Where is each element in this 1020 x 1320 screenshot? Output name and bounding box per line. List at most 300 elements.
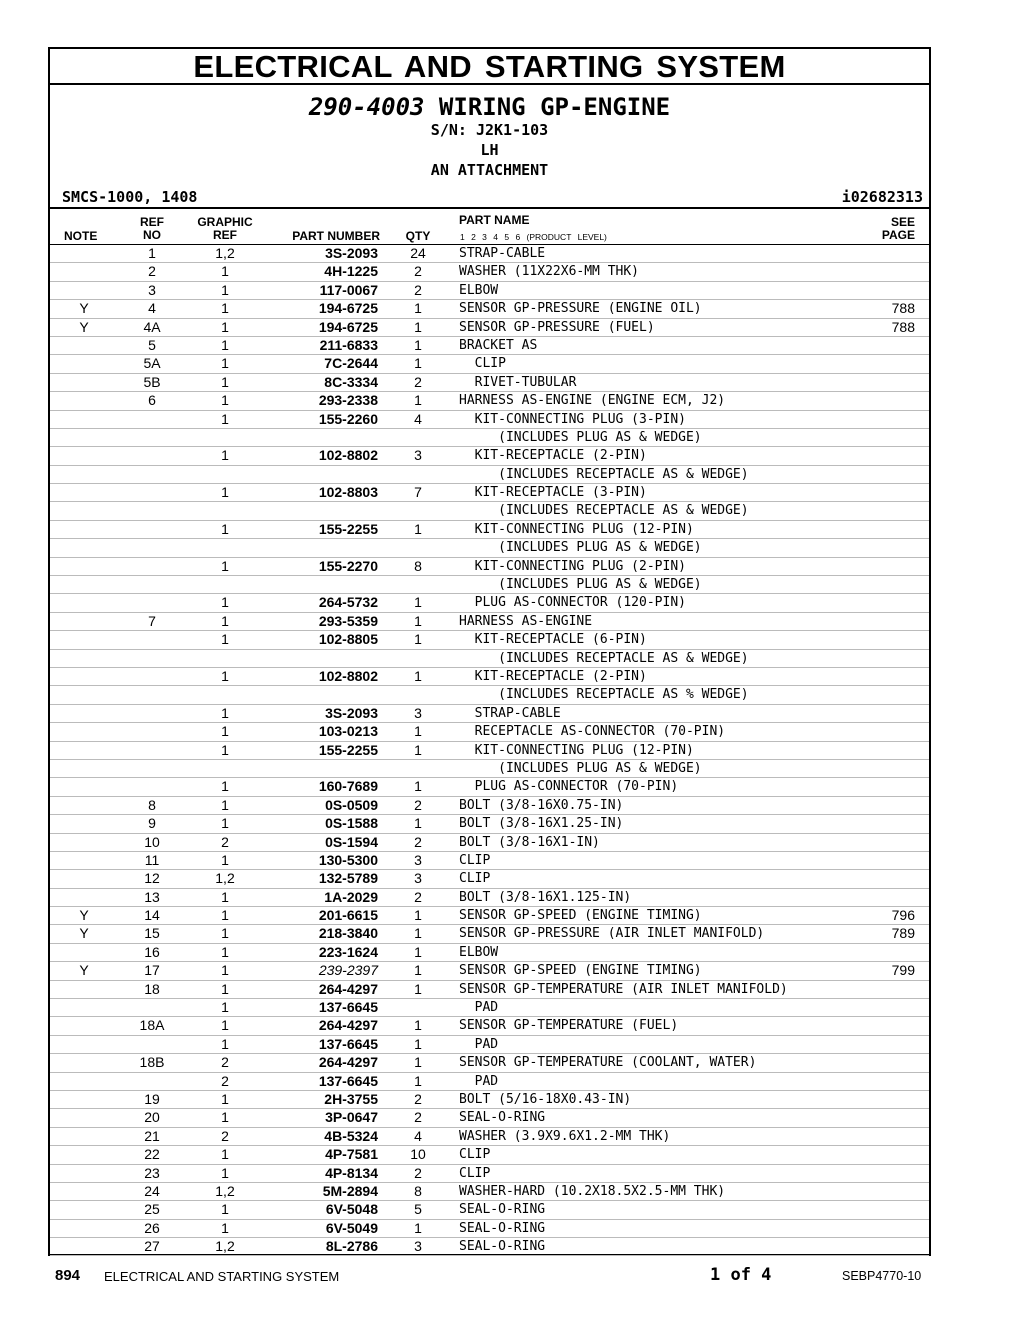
graphic-ref-cell: 1 — [221, 1146, 229, 1163]
part-number-cell: 4H-1225 — [324, 263, 378, 280]
side-label: LH — [480, 141, 499, 159]
part-name-cell: PAD — [459, 1000, 499, 1016]
part-number-cell: 160-7689 — [318, 778, 378, 795]
qty-cell: 2 — [414, 888, 422, 905]
part-name-cell: WASHER-HARD (10.2X18.5X2.5-MM THK) — [459, 1183, 726, 1199]
table-row — [50, 411, 929, 429]
table-row — [50, 907, 929, 925]
part-name-cell: SENSOR GP-SPEED (ENGINE TIMING) — [459, 908, 702, 924]
part-number-cell: 4P-8134 — [325, 1164, 378, 1181]
part-number-cell: 155-2260 — [318, 410, 378, 427]
table-row — [50, 1201, 929, 1219]
qty-cell: 1 — [414, 925, 422, 942]
qty-cell: 1 — [414, 612, 422, 629]
qty-cell: 1 — [414, 1017, 422, 1034]
graphic-ref-cell: 1 — [221, 300, 229, 317]
group-name: WIRING GP-ENGINE — [438, 93, 671, 121]
parts-page-frame — [48, 47, 931, 1256]
col-part-number: PART NUMBER — [292, 229, 380, 243]
ref-cell: 4 — [148, 300, 156, 317]
table-row — [50, 1238, 929, 1256]
qty-cell: 2 — [414, 833, 422, 850]
part-name-cell: STRAP-CABLE — [459, 246, 546, 261]
graphic-ref-cell: 1 — [221, 1219, 229, 1236]
qty-cell: 4 — [414, 1127, 422, 1144]
graphic-ref-cell: 1,2 — [215, 1238, 235, 1255]
part-name-cell: HARNESS AS-ENGINE (ENGINE ECM, J2) — [459, 393, 726, 409]
ref-cell: 2 — [148, 263, 156, 280]
table-row — [50, 631, 929, 649]
see-page-cell: 788 — [891, 318, 915, 335]
col-see-top: SEE — [890, 215, 915, 229]
graphic-ref-cell: 1 — [221, 447, 229, 464]
page-footer — [0, 1265, 1020, 1289]
qty-cell: 1 — [414, 520, 422, 537]
qty-cell: 1 — [414, 980, 422, 997]
table-row — [50, 392, 929, 410]
table-row — [50, 282, 929, 300]
qty-cell: 1 — [414, 778, 422, 795]
ref-cell: 5B — [143, 373, 161, 390]
part-name-cell: BRACKET AS — [459, 337, 538, 353]
table-row — [50, 705, 929, 723]
table-row — [50, 981, 929, 999]
part-name-cell: CLIP — [459, 1147, 491, 1163]
part-number-cell: 4B-5324 — [324, 1127, 378, 1144]
illustration-id: i02682313 — [841, 188, 923, 206]
section-title: ELECTRICAL AND STARTING SYSTEM — [50, 49, 929, 85]
part-number-cell: 5M-2894 — [322, 1182, 378, 1199]
graphic-ref-cell: 1 — [221, 392, 229, 409]
qty-cell: 1 — [414, 392, 422, 409]
part-name-cell: SENSOR GP-SPEED (ENGINE TIMING) — [459, 963, 702, 979]
qty-cell: 2 — [414, 796, 422, 813]
graphic-ref-cell: 1 — [221, 1201, 229, 1218]
part-name-cell: PAD — [459, 1073, 499, 1089]
see-page-cell: 789 — [891, 925, 915, 942]
part-name-cell: KIT-CONNECTING PLUG (12-PIN) — [459, 742, 694, 758]
part-number-cell: 130-5300 — [318, 851, 378, 868]
part-name-cell: KIT-CONNECTING PLUG (12-PIN) — [459, 521, 694, 537]
part-name-cell: (INCLUDES RECEPTACLE AS % WEDGE) — [459, 687, 749, 703]
ref-cell: 4A — [143, 318, 161, 335]
table-row — [50, 245, 929, 263]
part-name-cell: PLUG AS-CONNECTOR (70-PIN) — [459, 779, 679, 795]
part-number-cell: 4P-7581 — [325, 1146, 378, 1163]
col-ref-bottom: NO — [143, 228, 161, 242]
part-number-cell: 218-3840 — [318, 925, 378, 942]
table-row — [50, 594, 929, 612]
qty-cell: 2 — [414, 373, 422, 390]
part-name-cell: (INCLUDES RECEPTACLE AS & WEDGE) — [459, 466, 749, 482]
qty-cell: 1 — [414, 667, 422, 684]
part-number-cell: 223-1624 — [318, 943, 378, 960]
qty-cell: 1 — [414, 1035, 422, 1052]
part-number-cell: 6V-5049 — [325, 1219, 378, 1236]
table-row — [50, 502, 929, 520]
ref-cell: 26 — [144, 1219, 160, 1236]
note-cell: Y — [79, 300, 89, 317]
part-number-cell: 7C-2644 — [324, 355, 378, 372]
part-number-cell: 211-6833 — [319, 336, 378, 353]
see-page-cell: 796 — [891, 907, 915, 924]
part-number-cell: 0S-1594 — [325, 833, 378, 850]
table-row — [50, 650, 929, 668]
table-row — [50, 319, 929, 337]
part-number-cell: 103-0213 — [318, 723, 378, 740]
graphic-ref-cell: 1 — [221, 851, 229, 868]
qty-cell: 8 — [414, 557, 422, 574]
smcs-code: SMCS-1000, 1408 — [62, 188, 198, 206]
part-name-cell: RECEPTACLE AS-CONNECTOR (70-PIN) — [459, 724, 726, 740]
table-row — [50, 1017, 929, 1035]
qty-cell: 3 — [414, 447, 422, 464]
table-row — [50, 1220, 929, 1238]
part-number-cell: 293-2338 — [318, 392, 378, 409]
graphic-ref-cell: 1 — [221, 943, 229, 960]
ref-cell: 10 — [144, 833, 160, 850]
table-row — [50, 1183, 929, 1201]
parts-table — [50, 245, 929, 1256]
ref-cell: 23 — [144, 1164, 160, 1181]
graphic-ref-cell: 1 — [221, 1109, 229, 1126]
part-number-cell: 155-2270 — [318, 557, 378, 574]
part-name-cell: SEAL-O-RING — [459, 1220, 546, 1236]
footer-section: ELECTRICAL AND STARTING SYSTEM — [104, 1269, 340, 1284]
graphic-ref-cell: 1 — [221, 631, 229, 648]
table-row — [50, 1165, 929, 1183]
graphic-ref-cell: 2 — [221, 1127, 229, 1144]
part-number-cell: 102-8805 — [318, 631, 378, 648]
qty-cell: 1 — [414, 318, 422, 335]
qty-cell: 1 — [414, 1072, 422, 1089]
part-name-cell: CLIP — [459, 852, 491, 868]
table-row — [50, 539, 929, 557]
table-row — [50, 797, 929, 815]
graphic-ref-cell: 1 — [221, 612, 229, 629]
graphic-ref-cell: 1,2 — [215, 245, 235, 261]
table-row — [50, 355, 929, 373]
footer-doc-id: SEBP4770-10 — [842, 1269, 922, 1283]
ref-cell: 17 — [144, 962, 160, 979]
graphic-ref-cell: 1 — [221, 1164, 229, 1181]
ref-cell: 1 — [148, 245, 156, 261]
part-name-cell: STRAP-CABLE — [459, 705, 561, 721]
table-row — [50, 337, 929, 355]
part-name-cell: PLUG AS-CONNECTOR (120-PIN) — [459, 595, 686, 611]
part-number-cell: 137-6645 — [318, 999, 378, 1016]
ref-cell: 15 — [144, 925, 160, 942]
ref-cell: 6 — [148, 392, 156, 409]
part-name-cell: KIT-CONNECTING PLUG (3-PIN) — [459, 411, 686, 427]
part-number-cell: 8C-3334 — [324, 373, 378, 390]
graphic-ref-cell: 1 — [221, 1090, 229, 1107]
group-header — [50, 85, 929, 209]
part-number-cell: 264-4297 — [318, 980, 378, 997]
ref-cell: 24 — [144, 1182, 160, 1199]
part-number-cell: 194-6725 — [318, 300, 378, 317]
part-number-cell: 132-5789 — [318, 870, 378, 887]
qty-cell: 3 — [414, 870, 422, 887]
part-name-cell: BOLT (5/16-18X0.43-IN) — [459, 1091, 632, 1107]
footer-page-of: 1 of 4 — [710, 1265, 772, 1285]
part-name-cell: KIT-RECEPTACLE (2-PIN) — [459, 668, 647, 684]
graphic-ref-cell: 1 — [221, 336, 229, 353]
graphic-ref-cell: 1 — [221, 796, 229, 813]
table-row — [50, 374, 929, 392]
part-name-cell: KIT-RECEPTACLE (3-PIN) — [459, 485, 647, 501]
part-name-cell: SENSOR GP-PRESSURE (FUEL) — [459, 319, 655, 335]
ref-cell: 19 — [144, 1090, 160, 1107]
graphic-ref-cell: 1 — [221, 980, 229, 997]
graphic-ref-cell: 1 — [221, 741, 229, 758]
part-name-cell: BOLT (3/8-16X1.125-IN) — [459, 889, 632, 905]
part-number-cell: 102-8802 — [318, 667, 378, 684]
part-name-cell: (INCLUDES PLUG AS & WEDGE) — [459, 760, 702, 776]
ref-cell: 9 — [148, 815, 156, 832]
ref-cell: 11 — [144, 851, 160, 868]
ref-cell: 13 — [144, 888, 160, 905]
ref-cell: 21 — [144, 1127, 160, 1144]
graphic-ref-cell: 1 — [221, 999, 229, 1016]
part-name-cell: KIT-CONNECTING PLUG (2-PIN) — [459, 558, 686, 574]
qty-cell: 2 — [414, 263, 422, 280]
note-cell: Y — [79, 962, 89, 979]
graphic-ref-cell: 1 — [221, 723, 229, 740]
ref-cell: 7 — [148, 612, 156, 629]
graphic-ref-cell: 2 — [221, 833, 229, 850]
part-name-cell: CLIP — [459, 1165, 491, 1181]
table-row — [50, 999, 929, 1017]
qty-cell: 3 — [414, 704, 422, 721]
serial-number: S/N: J2K1-103 — [430, 121, 549, 139]
part-name-cell: (INCLUDES PLUG AS & WEDGE) — [459, 577, 702, 593]
qty-cell: 8 — [414, 1182, 422, 1199]
part-number-cell: 3S-2093 — [325, 245, 378, 261]
part-name-cell: SENSOR GP-TEMPERATURE (AIR INLET MANIFOLD) — [459, 981, 788, 997]
table-row — [50, 558, 929, 576]
col-ref-top: REF — [140, 215, 164, 229]
part-name-cell: WASHER (11X22X6-MM THK) — [459, 264, 640, 280]
table-row — [50, 815, 929, 833]
ref-cell: 8 — [148, 796, 156, 813]
table-row — [50, 870, 929, 888]
ref-cell: 5A — [143, 355, 161, 372]
group-part-number: 290-4003 — [308, 93, 425, 121]
qty-cell: 1 — [414, 594, 422, 611]
ref-cell: 18 — [144, 980, 160, 997]
ref-cell: 18B — [139, 1054, 165, 1071]
part-name-cell: PAD — [459, 1036, 499, 1052]
qty-cell: 1 — [414, 962, 422, 979]
table-row — [50, 1054, 929, 1072]
table-row — [50, 1036, 929, 1054]
graphic-ref-cell: 1,2 — [215, 870, 235, 887]
ref-cell: 25 — [144, 1201, 160, 1218]
see-page-cell: 788 — [891, 300, 915, 317]
part-name-cell: CLIP — [459, 356, 506, 372]
qty-cell: 2 — [414, 1109, 422, 1126]
qty-cell: 3 — [414, 1238, 422, 1255]
qty-cell: 1 — [414, 723, 422, 740]
table-row — [50, 521, 929, 539]
qty-cell: 3 — [414, 851, 422, 868]
part-number-cell: 117-0067 — [319, 281, 378, 298]
group-title — [50, 93, 929, 121]
part-name-cell: (INCLUDES PLUG AS & WEDGE) — [459, 429, 702, 445]
part-number-cell: 264-4297 — [318, 1054, 378, 1071]
table-row — [50, 613, 929, 631]
graphic-ref-cell: 1 — [221, 925, 229, 942]
table-row — [50, 834, 929, 852]
qty-cell: 10 — [410, 1146, 426, 1163]
part-name-cell: KIT-RECEPTACLE (2-PIN) — [459, 448, 647, 464]
ref-cell: 22 — [144, 1146, 160, 1163]
table-row — [50, 962, 929, 980]
part-name-cell: ELBOW — [459, 944, 499, 960]
qty-cell: 2 — [414, 1164, 422, 1181]
graphic-ref-cell: 1 — [221, 281, 229, 298]
part-number-cell: 155-2255 — [318, 741, 378, 758]
table-row — [50, 263, 929, 281]
graphic-ref-cell: 1 — [221, 667, 229, 684]
ref-cell: 20 — [144, 1109, 160, 1126]
ref-cell: 18A — [139, 1017, 165, 1034]
part-number-cell: 293-5359 — [318, 612, 378, 629]
qty-cell: 4 — [414, 410, 422, 427]
graphic-ref-cell: 1 — [221, 355, 229, 372]
part-number-cell: 2H-3755 — [324, 1090, 378, 1107]
qty-cell: 1 — [414, 741, 422, 758]
table-row — [50, 944, 929, 962]
part-name-cell: BOLT (3/8-16X1.25-IN) — [459, 816, 624, 832]
table-row — [50, 1128, 929, 1146]
ref-cell: 14 — [144, 907, 160, 924]
see-page-cell: 799 — [891, 962, 915, 979]
attachment-label: AN ATTACHMENT — [430, 161, 549, 179]
table-row — [50, 1109, 929, 1127]
part-number-cell: 264-4297 — [318, 1017, 378, 1034]
part-name-cell: SENSOR GP-PRESSURE (ENGINE OIL) — [459, 301, 702, 317]
qty-cell: 1 — [414, 355, 422, 372]
part-number-cell: 102-8803 — [318, 484, 378, 501]
graphic-ref-cell: 1 — [221, 557, 229, 574]
qty-cell: 7 — [414, 484, 422, 501]
part-name-cell: SEAL-O-RING — [459, 1110, 546, 1126]
table-row — [50, 668, 929, 686]
table-row — [50, 1146, 929, 1164]
table-row — [50, 925, 929, 943]
qty-cell: 2 — [414, 1090, 422, 1107]
table-row — [50, 778, 929, 796]
part-name-cell: KIT-RECEPTACLE (6-PIN) — [459, 632, 647, 648]
col-note: NOTE — [64, 229, 98, 243]
note-cell: Y — [79, 907, 89, 924]
qty-cell: 2 — [414, 281, 422, 298]
graphic-ref-cell: 1 — [221, 263, 229, 280]
ref-cell: 27 — [144, 1238, 160, 1255]
column-headers — [50, 209, 929, 245]
part-name-cell: (INCLUDES PLUG AS & WEDGE) — [459, 540, 702, 556]
graphic-ref-cell: 1 — [221, 318, 229, 335]
part-number-cell: 194-6725 — [318, 318, 378, 335]
part-number-cell: 102-8802 — [318, 447, 378, 464]
part-name-cell: SENSOR GP-TEMPERATURE (COOLANT, WATER) — [459, 1055, 757, 1071]
ref-cell: 16 — [144, 943, 160, 960]
part-name-cell: SENSOR GP-TEMPERATURE (FUEL) — [459, 1018, 679, 1034]
ref-cell: 12 — [144, 870, 160, 887]
part-number-cell: 3P-0647 — [325, 1109, 378, 1126]
col-part-name: PART NAME — [459, 213, 530, 227]
part-number-cell: 201-6615 — [318, 907, 378, 924]
part-number-cell: 137-6645 — [318, 1072, 378, 1089]
table-row — [50, 686, 929, 704]
graphic-ref-cell: 1 — [221, 962, 229, 979]
part-name-cell: SEAL-O-RING — [459, 1239, 546, 1255]
part-name-cell: BOLT (3/8-16X0.75-IN) — [459, 797, 624, 813]
graphic-ref-cell: 1 — [221, 888, 229, 905]
part-name-cell: BOLT (3/8-16X1-IN) — [459, 834, 600, 850]
table-row — [50, 723, 929, 741]
part-number-cell: 264-5732 — [318, 594, 378, 611]
note-cell: Y — [79, 318, 89, 335]
col-see-bottom: PAGE — [881, 228, 915, 242]
table-row — [50, 466, 929, 484]
col-graphic-bottom: REF — [213, 228, 237, 242]
note-cell: Y — [79, 925, 89, 942]
graphic-ref-cell: 1 — [221, 594, 229, 611]
qty-cell: 24 — [410, 245, 426, 261]
ref-cell: 3 — [148, 281, 156, 298]
table-row — [50, 429, 929, 447]
part-number-cell: 3S-2093 — [325, 704, 378, 721]
part-name-cell: (INCLUDES RECEPTACLE AS & WEDGE) — [459, 650, 749, 666]
part-number-cell: 239-2397 — [318, 962, 378, 979]
graphic-ref-cell: 1 — [221, 907, 229, 924]
qty-cell: 1 — [414, 1054, 422, 1071]
graphic-ref-cell: 1 — [221, 778, 229, 795]
part-name-cell: SEAL-O-RING — [459, 1202, 546, 1218]
qty-cell: 1 — [414, 815, 422, 832]
part-name-cell: (INCLUDES RECEPTACLE AS & WEDGE) — [459, 503, 749, 519]
table-row — [50, 889, 929, 907]
part-number-cell: 155-2255 — [318, 520, 378, 537]
qty-cell: 1 — [414, 631, 422, 648]
table-row — [50, 1073, 929, 1091]
part-name-cell: SENSOR GP-PRESSURE (AIR INLET MANIFOLD) — [459, 926, 765, 942]
part-name-cell: WASHER (3.9X9.6X1.2-MM THK) — [459, 1128, 671, 1144]
table-row — [50, 300, 929, 318]
qty-cell: 1 — [414, 907, 422, 924]
qty-cell: 1 — [414, 943, 422, 960]
col-graphic-top: GRAPHIC — [197, 215, 253, 229]
part-number-cell: 0S-0509 — [325, 796, 378, 813]
table-row — [50, 852, 929, 870]
part-name-cell: ELBOW — [459, 282, 499, 298]
part-number-cell: 8L-2786 — [325, 1238, 378, 1255]
qty-cell: 1 — [414, 336, 422, 353]
graphic-ref-cell: 1 — [221, 484, 229, 501]
qty-cell: 1 — [414, 300, 422, 317]
part-name-cell: HARNESS AS-ENGINE — [459, 613, 593, 629]
ref-cell: 5 — [148, 336, 156, 353]
graphic-ref-cell: 2 — [221, 1054, 229, 1071]
table-row — [50, 1091, 929, 1109]
table-row — [50, 484, 929, 502]
part-number-cell: 0S-1588 — [325, 815, 378, 832]
graphic-ref-cell: 1 — [221, 410, 229, 427]
graphic-ref-cell: 1 — [221, 815, 229, 832]
